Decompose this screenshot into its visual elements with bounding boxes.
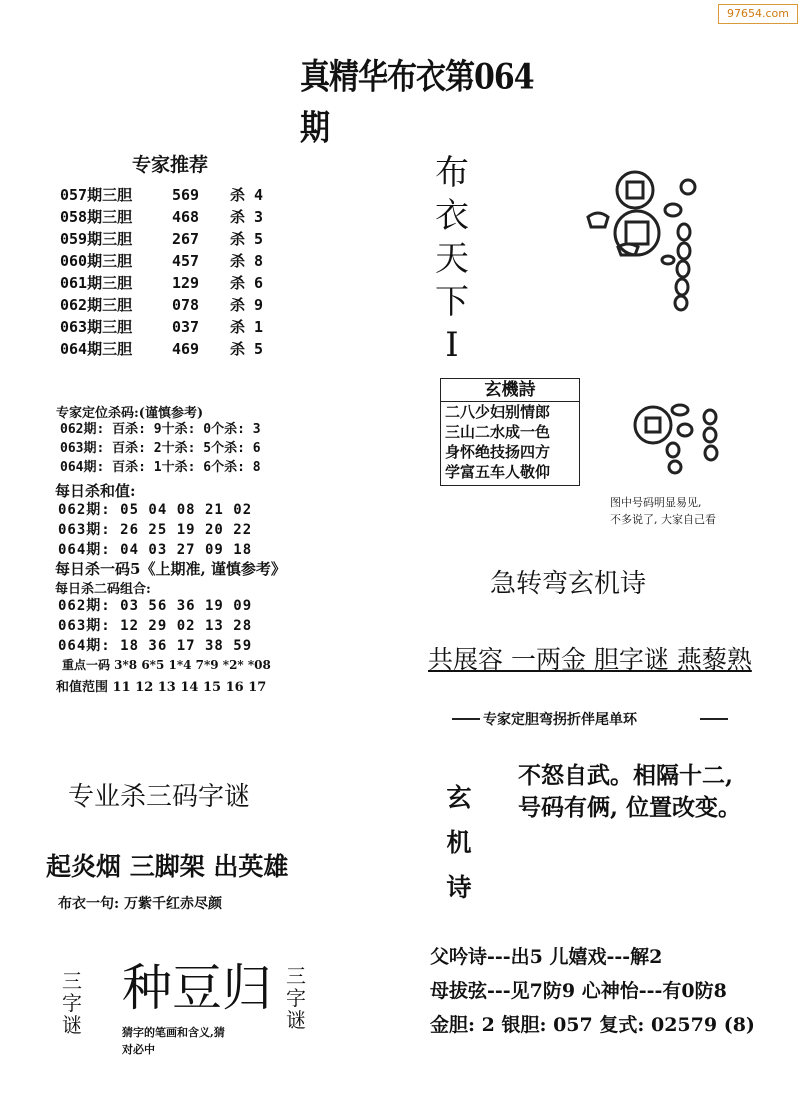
list-item: 062期: 百杀: 9十杀: 0个杀: 3: [60, 422, 261, 437]
table-cell: 468: [172, 208, 200, 226]
expert-heading: 专家推荐: [132, 154, 209, 176]
daily-two-heading: 每日杀二码组合:: [55, 582, 151, 597]
jizhuan-line: 共展容 一两金 胆字谜 燕藜熟: [428, 645, 752, 674]
list-item: 063期: 百杀: 2十杀: 5个杀: 6: [60, 441, 261, 456]
table-cell: 469: [172, 340, 200, 358]
daily-sum-list: [58, 500, 252, 560]
xuanji-poem-box: [440, 378, 580, 486]
table-row: [60, 206, 263, 228]
divider: [452, 718, 480, 720]
buyi-tianxia-vertical: 布 衣 天 下 I: [435, 153, 469, 365]
list-item: 063期: 12 29 02 13 28: [58, 618, 253, 634]
list-item: 金胆: 2 银胆: 057 复式: 02579 (8): [430, 1014, 755, 1036]
table-cell: 129: [172, 274, 200, 292]
table-cell: 064期三胆: [60, 340, 133, 358]
divider: [700, 718, 728, 720]
expert-gall: 专家定胆弯拐折伴尾单环: [483, 712, 637, 728]
position-kill-heading: 专家定位杀码:(谨慎参考): [56, 406, 204, 421]
pro-kill-heading: 专业杀三码字谜: [68, 782, 251, 812]
poem-line: 三山二水成一色: [445, 423, 551, 441]
table-cell: 杀 6: [230, 274, 264, 292]
table-cell: 杀 5: [230, 340, 264, 358]
table-cell: 杀 1: [230, 318, 264, 336]
table-row: [60, 316, 263, 338]
table-row: [60, 184, 263, 206]
expert-table: [60, 184, 263, 360]
coins-ingots-illustration: [580, 165, 710, 315]
xuanji-vertical: 玄 机 诗: [446, 783, 472, 902]
table-row: [60, 294, 263, 316]
list-item: 父吟诗---出5 儿嬉戏---解2: [430, 946, 663, 968]
page-title: 真精华布衣第064期: [300, 57, 534, 149]
riddle-label-left: 三 字 谜: [62, 969, 82, 1037]
poem-line: 二八少妇别情郎: [445, 403, 551, 421]
list-item: 母拔弦---见7防9 心神怡---有0防8: [430, 980, 727, 1002]
pro-kill-line: 起炎烟 三脚架 出英雄: [46, 852, 289, 881]
table-cell: 063期三胆: [60, 318, 133, 336]
position-kill-list: [60, 420, 261, 477]
table-cell: 杀 5: [230, 230, 264, 248]
table-cell: 058期三胆: [60, 208, 133, 226]
buyi-sentence: 布衣一句: 万紫千红赤尽颜: [58, 896, 223, 912]
riddle-hint: 猜字的笔画和含义,猜 对必中: [122, 1026, 225, 1056]
table-cell: 457: [172, 252, 200, 270]
table-row: [60, 250, 263, 272]
poem-heading: 玄機詩: [441, 379, 579, 402]
list-item: 062期: 03 56 36 19 09: [58, 598, 253, 614]
table-row: [60, 228, 263, 250]
list-item: 063期: 26 25 19 20 22: [58, 522, 253, 538]
image-note: 图中号码明显易见, 不多说了, 大家自己看: [610, 496, 716, 526]
coins-chain-illustration: [625, 395, 735, 475]
list-item: 064期: 18 36 17 38 59: [58, 638, 253, 654]
table-cell: 杀 4: [230, 186, 264, 204]
table-cell: 062期三胆: [60, 296, 133, 314]
list-item: 062期: 05 04 08 21 02: [58, 502, 253, 518]
table-row: [60, 272, 263, 294]
table-cell: 569: [172, 186, 200, 204]
daily-two-list: [58, 596, 252, 656]
table-cell: 057期三胆: [60, 186, 133, 204]
riddle-label-right: 三 字 谜: [286, 964, 306, 1032]
sum-range: 和值范围 11 12 13 14 15 16 17: [56, 680, 267, 695]
table-cell: 杀 9: [230, 296, 264, 314]
table-row: [60, 338, 263, 360]
table-cell: 杀 3: [230, 208, 264, 226]
daily-sum-heading: 每日杀和值:: [55, 482, 136, 500]
bottom-lines: [430, 940, 755, 1042]
table-cell: 杀 8: [230, 252, 264, 270]
table-cell: 060期三胆: [60, 252, 133, 270]
table-cell: 059期三胆: [60, 230, 133, 248]
list-item: 064期: 百杀: 1十杀: 6个杀: 8: [60, 460, 261, 475]
table-cell: 267: [172, 230, 200, 248]
table-cell: 037: [172, 318, 200, 336]
jizhuan-heading: 急转弯玄机诗: [490, 569, 647, 599]
poem-line: 学富五车人敬仰: [445, 463, 551, 481]
table-cell: 078: [172, 296, 200, 314]
riddle-main: 种豆归: [122, 959, 272, 1017]
list-item: 064期: 04 03 27 09 18: [58, 542, 253, 558]
watermark: 97654.com: [718, 4, 798, 24]
xuanji-lines: 不怒自武。相隔十二, 号码有俩, 位置改变。: [518, 762, 742, 821]
table-cell: 061期三胆: [60, 274, 133, 292]
key-point: 重点一码 3*8 6*5 1*4 7*9 *2* *08: [62, 658, 271, 672]
daily-one-kill: 每日杀一码5《上期准, 谨慎参考》: [55, 560, 286, 578]
poem-line: 身怀绝技扬四方: [445, 443, 551, 461]
